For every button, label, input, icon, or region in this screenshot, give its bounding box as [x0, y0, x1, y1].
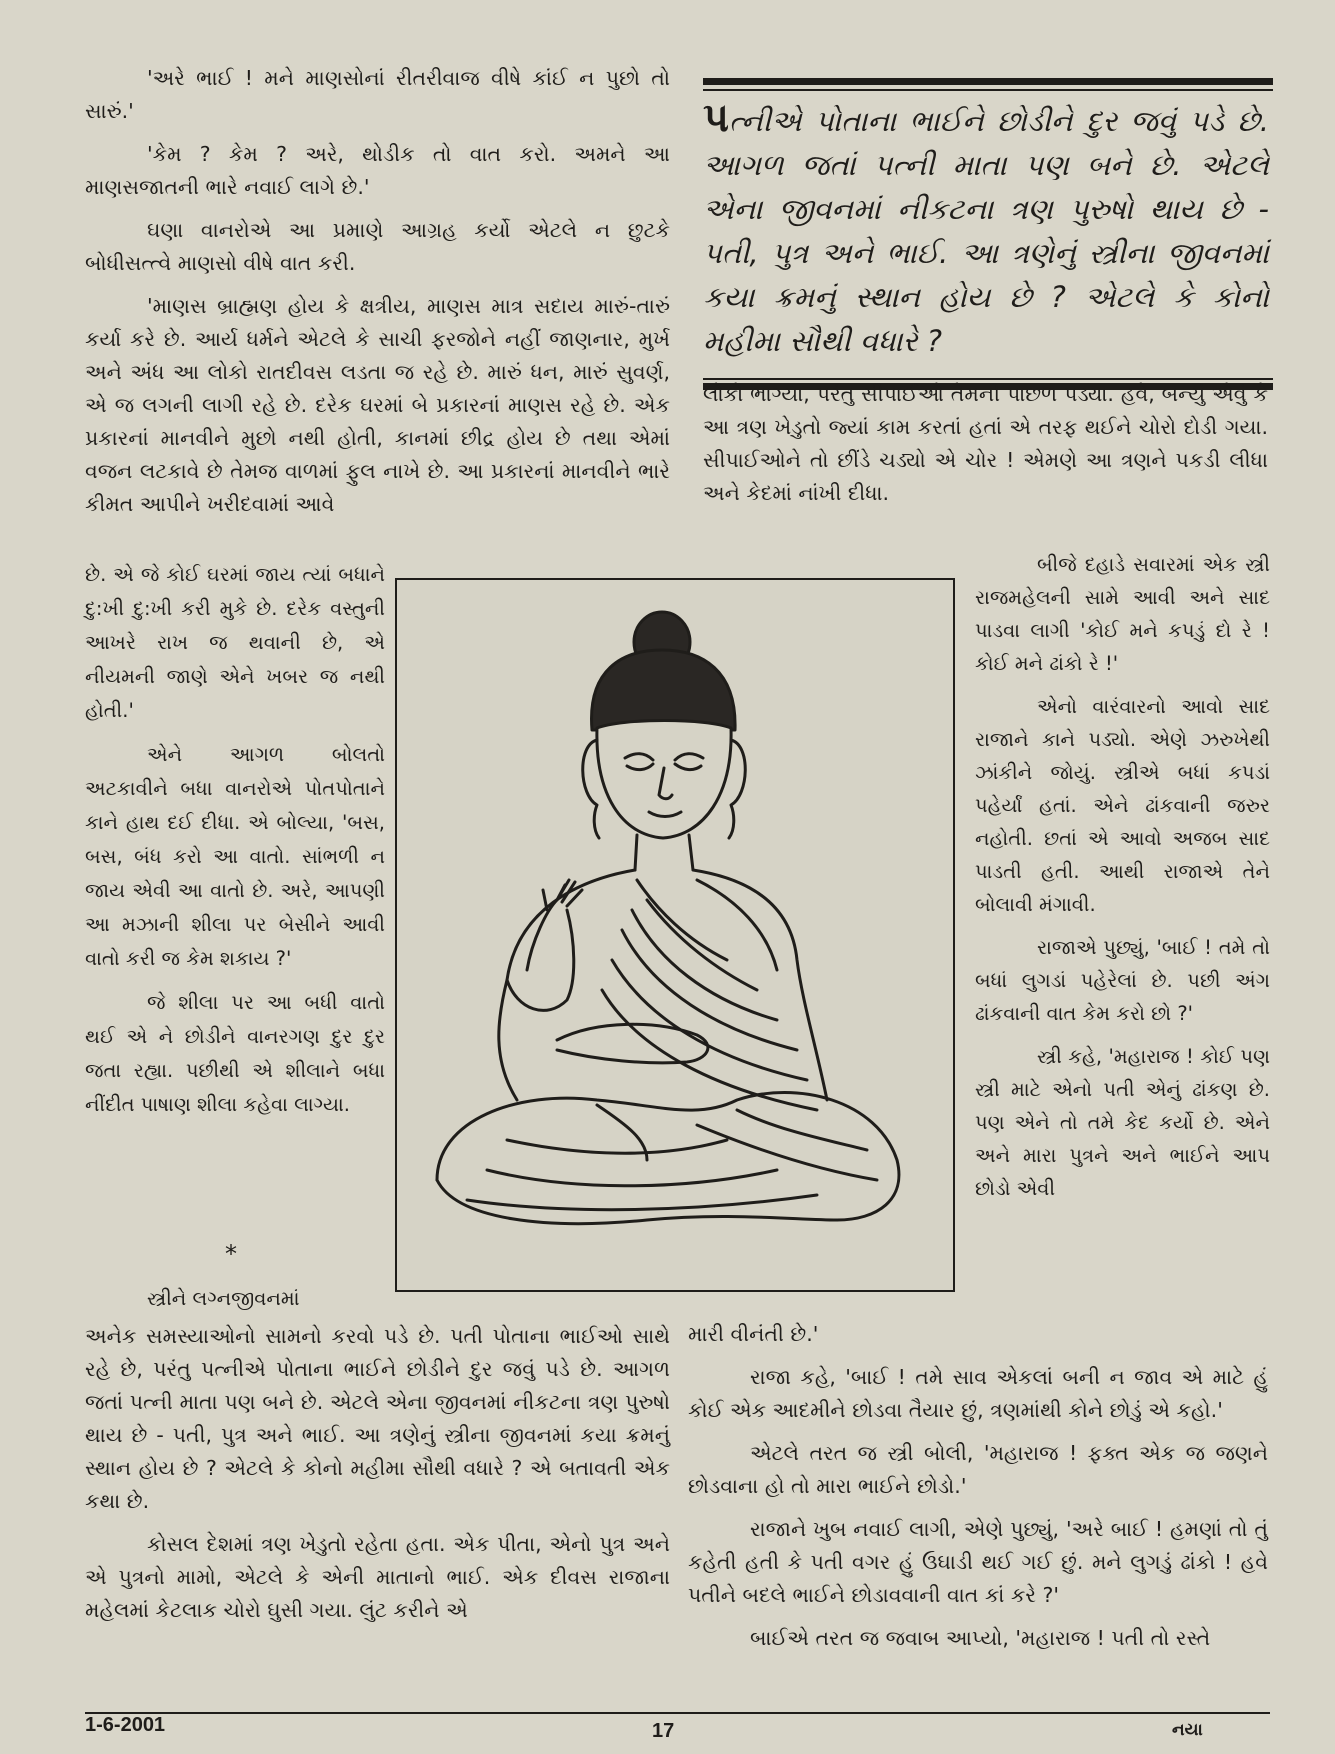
left-column-top: [85, 62, 670, 521]
rule: [703, 89, 1273, 91]
paragraph: રાજાએ પુછ્યું, 'બાઈ ! તમે તો બધાં લુગડાં પહેરેલાં છે. પછી અંગ ઢાંકવાની વાત કેમ કરો છો ?': [975, 936, 1270, 1025]
right-column-top: [703, 378, 1268, 510]
paragraph: 'અરે ભાઈ ! મને માણસોનાં રીતરીવાજ વીષે કાંઈ ન પુછો તો સારું.': [85, 66, 670, 123]
pull-quote-body: ત્નીએ પોતાના ભાઈને છોડીને દુર જવું પડે છે. આગળ જતાં પત્ની માતા પણ બને છે. એટલે એના જીવનમાં નીકટના ત્રણ પુરુષો થાય છે - પતી, પુત્ર અને ભાઈ. આ ત્રણેનું સ્ત્રીના જીવનમાં કયા ક્રમનું સ્થાન હોય છે ? એટલે કે કોનો મહીમા સૌથી વધારે ?: [703, 104, 1269, 358]
page-number: 17: [652, 1720, 675, 1742]
buddha-drawing: [397, 580, 953, 1290]
pull-quote-text: [703, 96, 1269, 363]
paragraph: એને આગળ બોલતો અટકાવીને બધા વાનરોએ પોતપોતાને કાને હાથ દઈ દીધા. એ બોલ્યા, 'બસ, બસ, બંધ કરો આ વાતો. સાંભળી ન જાય એવી આ વાતો છે. અરે, આપણી આ મઝાની શીલા પર બેસીને આવી વાતો કરી જ કેમ શકાય ?': [85, 743, 385, 970]
paragraph: એનો વારંવારનો આવો સાદ રાજાને કાને પડ્યો. એણે ઝરુખેથી ઝાંકીને જોયું. સ્ત્રીએ બધાં કપડાં પહેર્યાં હતાં. એને ઢાંકવાની જરુર નહોતી. છતાં એ આવો અજબ સાદ પાડતી હતી. આથી રાજાએ તેને બોલાવી મંગાવી.: [975, 695, 1270, 916]
magazine-name: નયા: [1172, 1720, 1203, 1740]
paragraph: કોસલ દેશમાં ત્રણ ખેડુતો રહેતા હતા. એક પીતા, એનો પુત્ર અને એ પુત્રનો મામો, એટલે કે એની માતાનો ભાઈ. એક દીવસ રાજાના મહેલમાં કેટલાક ચોરો ઘુસી ગયા. લુંટ કરીને એ: [85, 1532, 670, 1622]
right-column-bottom: [688, 1318, 1268, 1655]
rule: [703, 78, 1273, 85]
paragraph: સ્ત્રી કહે, 'મહારાજ ! કોઈ પણ સ્ત્રી માટે એનો પતી એનું ઢાંકણ છે. પણ એને તો તમે કેદ કર્યો છે. એને અને મારા પુત્રને અને ભાઈને આપ છોડો એવી: [975, 1045, 1270, 1200]
paragraph: ઘણા વાનરોએ આ પ્રમાણે આગ્રહ કર્યો એટલે ન છુટકે બોધીસત્ત્વે માણસો વીષે વાત કરી.: [85, 218, 670, 275]
buddha-illustration: [395, 578, 955, 1292]
section-divider-star: *: [225, 1240, 237, 1268]
paragraph: રાજા કહે, 'બાઈ ! તમે સાવ એકલાં બની ન જાવ એ માટે હું કોઈ એક આદમીને છોડવા તૈયાર છું, ત્રણમાંથી કોને છોડું એ કહો.': [688, 1365, 1268, 1422]
right-narrow-column: [975, 548, 1270, 1205]
issue-date: 1-6-2001: [85, 1714, 166, 1736]
paragraph: જે શીલા પર આ બધી વાતો થઈ એ ને છોડીને વાનરગણ દુર દુર જતા રહ્યા. પછીથી એ શીલાને બધા નીંદીત પાષાણ શીલા કહેવા લાગ્યા.: [85, 991, 385, 1116]
paragraph: રાજાને ખુબ નવાઈ લાગી, એણે પુછ્યું, 'અરે બાઈ ! હમણાં તો તું કહેતી હતી કે પતી વગર હું ઉઘાડી થઈ ગઈ છું. મને લુગડું ઢાંકો ! હવે પતીને બદલે ભાઈને છોડાવવાની વાત કાં કરે ?': [688, 1517, 1268, 1607]
paragraph: મારી વીનંતી છે.': [688, 1322, 819, 1346]
paragraph: બાઈએ તરત જ જવાબ આપ્યો, 'મહારાજ ! પતી તો રસ્તે: [750, 1626, 1211, 1650]
paragraph: લોકો ભાગ્યા, પરંતુ સીપાઈઓ તેમની પાછળ પડ્યા. હવે, બન્યું એવું કે આ ત્રણ ખેડુતો જ્યાં કામ કરતાં હતાં એ તરફ થઈને ચોરો દોડી ગયા. સીપાઈઓને તો છીંડે ચડ્યો એ ચોર ! એમણે આ ત્રણને પકડી લીધા અને કેદમાં નાંખી દીધા.: [703, 382, 1268, 505]
paragraph: છે. એ જે કોઈ ઘરમાં જાય ત્યાં બધાને દુ:ખી દુ:ખી કરી મુકે છે. દરેક વસ્તુની આખરે રાખ જ થવાની છે, એ નીયમની જાણે એને ખબર જ નથી હોતી.': [85, 563, 385, 722]
paragraph: 'માણસ બ્રાહ્મણ હોય કે ક્ષત્રીય, માણસ માત્ર સદાય મારું-તારું કર્યા કરે છે. આર્ય ધર્મને એટલે કે સાચી ફરજોને નહીં જાણનાર, મુર્ખ અને અંધ આ લોકો રાતદીવસ લડતા જ રહે છે. મારું ધન, મારું સુવર્ણ, એ જ લગની લાગી રહે છે. દરેક ઘરમાં બે પ્રકારનાં માણસ રહે છે. એક પ્રકારનાં માનવીને મુછો નથી હોતી, કાનમાં છીદ્ર હોય છે તથા એમાં વજન લટકાવે છે તેમજ વાળમાં ફુલ નાખે છે. આ પ્રકારનાં માનવીને ભારે કીમત આપીને ખરીદવામાં આવે: [85, 294, 670, 516]
left-narrow-column: [85, 558, 385, 1122]
paragraph: એટલે તરત જ સ્ત્રી બોલી, 'મહારાજ ! ફક્ત એક જ જણને છોડવાના હો તો મારા ભાઈને છોડો.': [688, 1441, 1268, 1498]
pull-quote: [703, 78, 1273, 390]
drop-cap: પ: [703, 95, 729, 141]
paragraph: બીજે દહાડે સવારમાં એક સ્ત્રી રાજમહેલની સામે આવી અને સાદ પાડવા લાગી 'કોઈ મને કપડું દો રે ! કોઈ મને ઢાંકો રે !': [975, 553, 1270, 675]
paragraph-start: સ્ત્રીને લગ્નજીવનમાં: [147, 1287, 300, 1310]
footer-rule: [85, 1712, 1270, 1714]
paragraph: 'કેમ ? કેમ ? અરે, થોડીક તો વાત કરો. અમને આ માણસજાતની ભારે નવાઈ લાગે છે.': [85, 142, 670, 199]
paragraph: અનેક સમસ્યાઓનો સામનો કરવો પડે છે. પતી પોતાના ભાઈઓ સાથે રહે છે, પરંતુ પત્નીએ પોતાના ભાઈને છોડીને દુર જવું પડે છે. આગળ જતાં પત્ની માતા પણ બને છે. એટલે એના જીવનમાં નીકટના ત્રણ પુરુષો થાય છે - પતી, પુત્ર અને ભાઈ. આ ત્રણેનું સ્ત્રીના જીવનમાં કયા ક્રમનું સ્થાન હોય છે ? એટલે કે કોનો મહીમા સૌથી વધારે ? એ બતાવતી એક કથા છે.: [85, 1324, 670, 1513]
left-column-bottom: [85, 1320, 670, 1627]
